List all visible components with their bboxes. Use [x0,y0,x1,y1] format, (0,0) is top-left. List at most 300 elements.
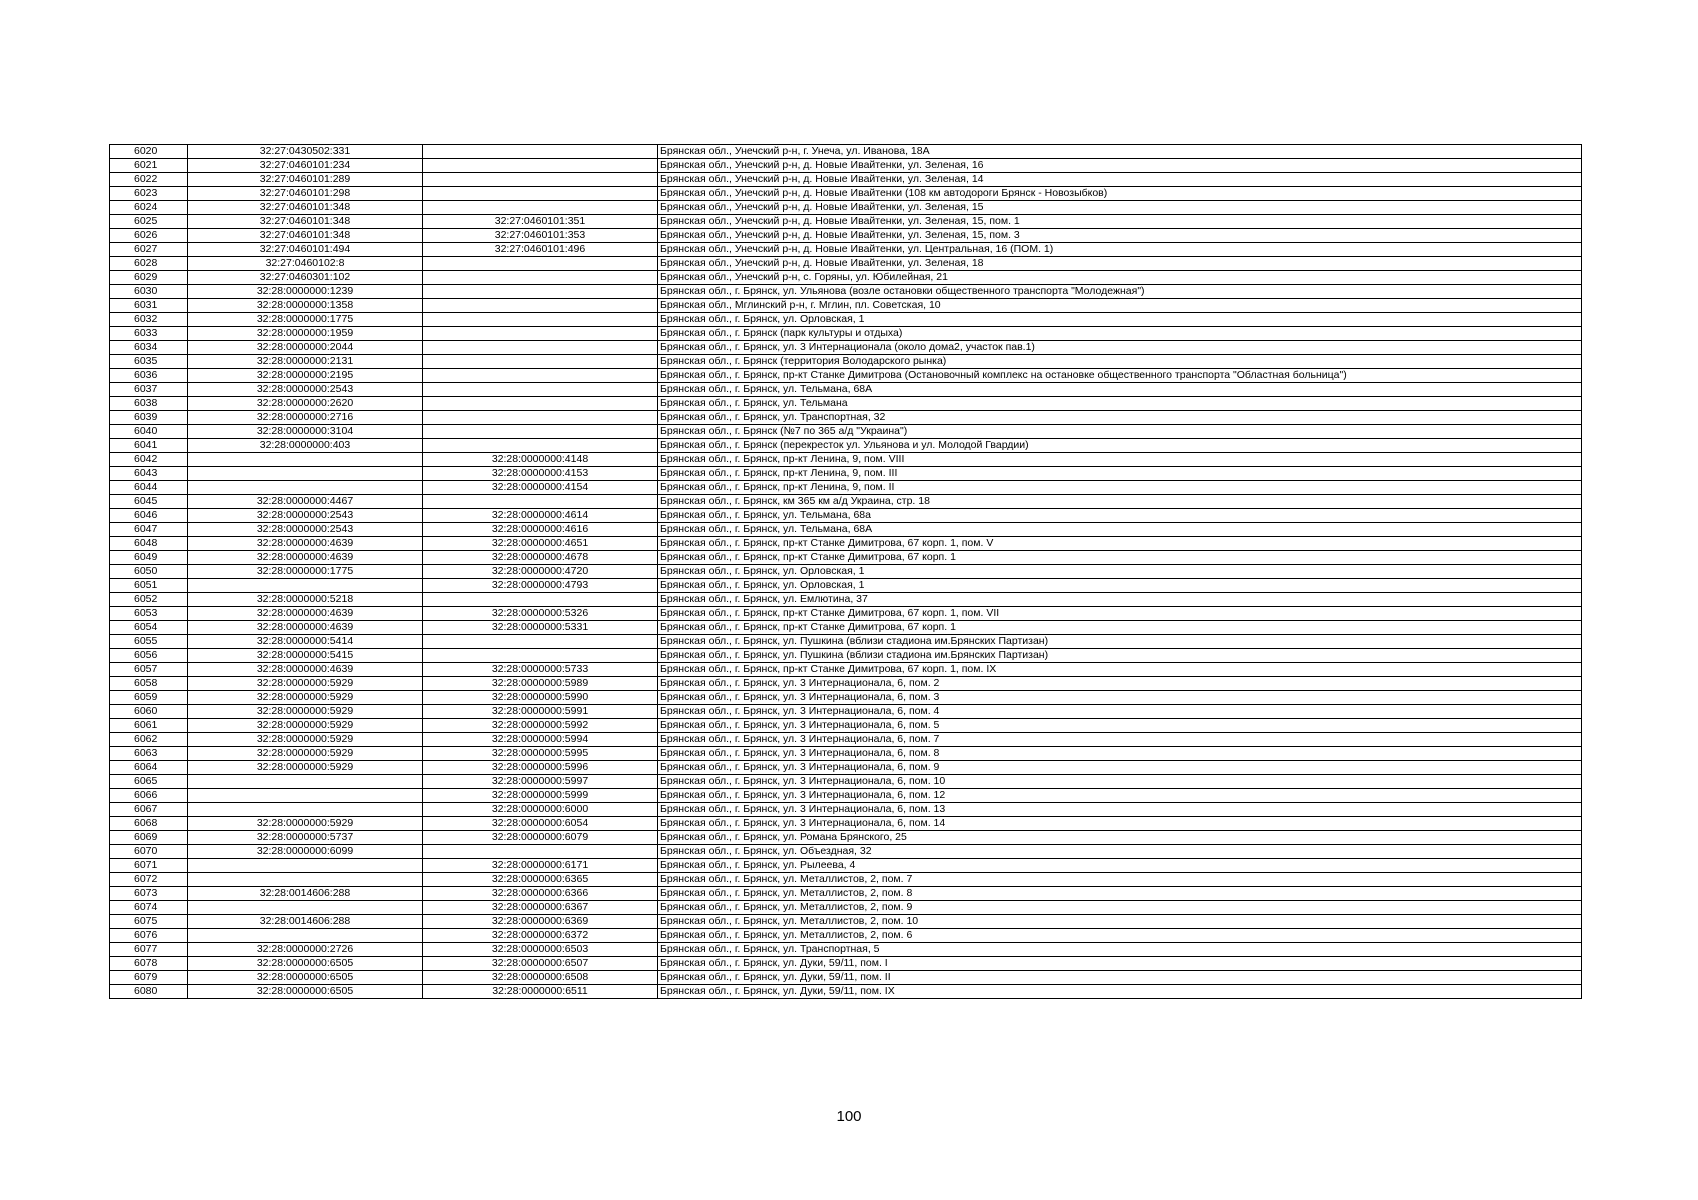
address-cell: Брянская обл., г. Брянск, ул. 3 Интернационала, 6, пом. 12 [658,789,1582,803]
address-cell: Брянская обл., г. Брянск, ул. Пушкина (вблизи стадиона им.Брянских Партизан) [658,649,1582,663]
address-cell: Брянская обл., г. Брянск, ул. Орловская, 1 [658,313,1582,327]
table-row [110,355,1582,369]
cadastral-number-cell: 32:28:0000000:2195 [188,369,423,383]
address-cell: Брянская обл., г. Брянск, ул. Транспортная, 5 [658,943,1582,957]
parent-cadastral-number-cell [423,145,658,159]
parent-cadastral-number-cell: 32:28:0000000:5992 [423,719,658,733]
table-row [110,397,1582,411]
parent-cadastral-number-cell [423,649,658,663]
row-number-cell: 6051 [110,579,188,593]
table-row [110,761,1582,775]
cadastral-number-cell: 32:28:0000000:5929 [188,677,423,691]
cadastral-number-cell: 32:28:0000000:5929 [188,705,423,719]
cadastral-number-cell: 32:27:0460102:8 [188,257,423,271]
cadastral-number-cell: 32:27:0460101:234 [188,159,423,173]
table-row [110,663,1582,677]
row-number-cell: 6031 [110,299,188,313]
cadastral-number-cell: 32:27:0460101:298 [188,187,423,201]
cadastral-number-cell: 32:28:0000000:2716 [188,411,423,425]
parent-cadastral-number-cell [423,285,658,299]
parent-cadastral-number-cell: 32:28:0000000:6508 [423,971,658,985]
cadastral-number-cell: 32:28:0000000:3104 [188,425,423,439]
table-row [110,299,1582,313]
parent-cadastral-number-cell [423,299,658,313]
parent-cadastral-number-cell: 32:28:0000000:6079 [423,831,658,845]
row-number-cell: 6022 [110,173,188,187]
cadastral-number-cell: 32:28:0000000:2620 [188,397,423,411]
cadastral-number-cell: 32:28:0014606:288 [188,887,423,901]
address-cell: Брянская обл., г. Брянск, пр-кт Ленина, 9, пом. III [658,467,1582,481]
cadastral-number-cell: 32:28:0000000:4639 [188,663,423,677]
row-number-cell: 6026 [110,229,188,243]
row-number-cell: 6023 [110,187,188,201]
row-number-cell: 6050 [110,565,188,579]
address-cell: Брянская обл., г. Брянск (территория Володарского рынка) [658,355,1582,369]
row-number-cell: 6041 [110,439,188,453]
table-row [110,551,1582,565]
parent-cadastral-number-cell [423,257,658,271]
row-number-cell: 6077 [110,943,188,957]
address-cell: Брянская обл., г. Брянск, ул. Тельмана [658,397,1582,411]
row-number-cell: 6074 [110,901,188,915]
cadastral-number-cell: 32:28:0000000:2543 [188,509,423,523]
row-number-cell: 6061 [110,719,188,733]
parent-cadastral-number-cell [423,187,658,201]
row-number-cell: 6067 [110,803,188,817]
cadastral-number-cell: 32:27:0460101:494 [188,243,423,257]
parent-cadastral-number-cell: 32:27:0460101:496 [423,243,658,257]
page-number: 100 [836,1108,862,1125]
table-row [110,327,1582,341]
cadastral-number-cell: 32:28:0000000:6505 [188,971,423,985]
registry-table [109,144,1582,999]
parent-cadastral-number-cell: 32:28:0000000:4616 [423,523,658,537]
table-row [110,565,1582,579]
row-number-cell: 6049 [110,551,188,565]
row-number-cell: 6071 [110,859,188,873]
table-row [110,173,1582,187]
table-row [110,929,1582,943]
cadastral-number-cell [188,775,423,789]
cadastral-number-cell [188,467,423,481]
table-row [110,201,1582,215]
row-number-cell: 6063 [110,747,188,761]
cadastral-number-cell: 32:27:0460301:102 [188,271,423,285]
table-row [110,887,1582,901]
table-row [110,943,1582,957]
parent-cadastral-number-cell: 32:28:0000000:4614 [423,509,658,523]
cadastral-number-cell: 32:28:0000000:1959 [188,327,423,341]
address-cell: Брянская обл., г. Брянск, ул. Тельмана, 68А [658,383,1582,397]
cadastral-number-cell [188,453,423,467]
address-cell: Брянская обл., г. Брянск, пр-кт Станке Димитрова, 67 корп. 1, пом. V [658,537,1582,551]
parent-cadastral-number-cell [423,439,658,453]
address-cell: Брянская обл., г. Брянск, ул. Металлистов, 2, пом. 6 [658,929,1582,943]
row-number-cell: 6025 [110,215,188,229]
parent-cadastral-number-cell: 32:28:0000000:6171 [423,859,658,873]
cadastral-number-cell: 32:28:0000000:5929 [188,817,423,831]
row-number-cell: 6072 [110,873,188,887]
row-number-cell: 6070 [110,845,188,859]
table-row [110,159,1582,173]
row-number-cell: 6021 [110,159,188,173]
parent-cadastral-number-cell: 32:28:0000000:6369 [423,915,658,929]
parent-cadastral-number-cell: 32:28:0000000:5733 [423,663,658,677]
parent-cadastral-number-cell [423,495,658,509]
cadastral-number-cell: 32:28:0000000:2726 [188,943,423,957]
cadastral-number-cell: 32:28:0000000:1775 [188,313,423,327]
row-number-cell: 6020 [110,145,188,159]
parent-cadastral-number-cell [423,201,658,215]
table-row [110,509,1582,523]
address-cell: Брянская обл., г. Брянск, ул. Транспортная, 32 [658,411,1582,425]
cadastral-number-cell: 32:28:0000000:5929 [188,761,423,775]
table-row [110,635,1582,649]
address-cell: Брянская обл., г. Брянск, ул. Орловская, 1 [658,565,1582,579]
row-number-cell: 6078 [110,957,188,971]
cadastral-number-cell [188,789,423,803]
table-row [110,607,1582,621]
parent-cadastral-number-cell [423,425,658,439]
parent-cadastral-number-cell: 32:28:0000000:6365 [423,873,658,887]
table-row [110,859,1582,873]
parent-cadastral-number-cell [423,271,658,285]
table-row [110,453,1582,467]
address-cell: Брянская обл., Унечский р-н, д. Новые Ивайтенки, ул. Зеленая, 16 [658,159,1582,173]
cadastral-number-cell: 32:27:0460101:348 [188,215,423,229]
row-number-cell: 6079 [110,971,188,985]
cadastral-number-cell: 32:28:0000000:4467 [188,495,423,509]
address-cell: Брянская обл., г. Брянск, ул. Тельмана, 68а [658,509,1582,523]
address-cell: Брянская обл., Унечский р-н, д. Новые Ивайтенки, ул. Зеленая, 14 [658,173,1582,187]
address-cell: Брянская обл., Унечский р-н, д. Новые Ивайтенки (108 км автодороги Брянск - Новозыбков) [658,187,1582,201]
parent-cadastral-number-cell: 32:28:0000000:5990 [423,691,658,705]
cadastral-number-cell [188,901,423,915]
address-cell: Брянская обл., г. Брянск, ул. Романа Брянского, 25 [658,831,1582,845]
address-cell: Брянская обл., г. Брянск, ул. 3 Интернационала, 6, пом. 7 [658,733,1582,747]
cadastral-number-cell: 32:28:0000000:2131 [188,355,423,369]
address-cell: Брянская обл., г. Брянск, пр-кт Станке Димитрова, 67 корп. 1, пом. VII [658,607,1582,621]
row-number-cell: 6037 [110,383,188,397]
parent-cadastral-number-cell: 32:28:0000000:5996 [423,761,658,775]
address-cell: Брянская обл., г. Брянск, ул. 3 Интернационала, 6, пом. 5 [658,719,1582,733]
address-cell: Брянская обл., г. Брянск, ул. Пушкина (вблизи стадиона им.Брянских Партизан) [658,635,1582,649]
parent-cadastral-number-cell: 32:27:0460101:351 [423,215,658,229]
row-number-cell: 6038 [110,397,188,411]
cadastral-number-cell: 32:28:0000000:1775 [188,565,423,579]
row-number-cell: 6047 [110,523,188,537]
table-row [110,705,1582,719]
parent-cadastral-number-cell: 32:28:0000000:6511 [423,985,658,999]
address-cell: Брянская обл., г. Брянск, пр-кт Станке Димитрова, 67 корп. 1 [658,621,1582,635]
row-number-cell: 6069 [110,831,188,845]
parent-cadastral-number-cell: 32:28:0000000:4153 [423,467,658,481]
address-cell: Брянская обл., г. Брянск, ул. Рылеева, 4 [658,859,1582,873]
parent-cadastral-number-cell [423,313,658,327]
table-row [110,649,1582,663]
table-row [110,845,1582,859]
row-number-cell: 6030 [110,285,188,299]
row-number-cell: 6056 [110,649,188,663]
table-row [110,369,1582,383]
row-number-cell: 6055 [110,635,188,649]
table-row [110,271,1582,285]
address-cell: Брянская обл., г. Брянск, пр-кт Станке Димитрова, 67 корп. 1, пом. IX [658,663,1582,677]
parent-cadastral-number-cell [423,355,658,369]
row-number-cell: 6073 [110,887,188,901]
parent-cadastral-number-cell [423,341,658,355]
table-row [110,537,1582,551]
address-cell: Брянская обл., Унечский р-н, д. Новые Ивайтенки, ул. Зеленая, 15 [658,201,1582,215]
cadastral-number-cell: 32:28:0000000:5415 [188,649,423,663]
table-row [110,691,1582,705]
table-row [110,229,1582,243]
table-row [110,873,1582,887]
cadastral-number-cell: 32:28:0000000:5929 [188,733,423,747]
cadastral-number-cell: 32:28:0000000:4639 [188,551,423,565]
table-row [110,733,1582,747]
address-cell: Брянская обл., г. Брянск, пр-кт Ленина, 9, пом. VIII [658,453,1582,467]
table-row [110,985,1582,999]
address-cell: Брянская обл., Мглинский р-н, г. Мглин, пл. Советская, 10 [658,299,1582,313]
address-cell: Брянская обл., Унечский р-н, д. Новые Ивайтенки, ул. Зеленая, 15, пом. 3 [658,229,1582,243]
cadastral-number-cell: 32:27:0430502:331 [188,145,423,159]
table-row [110,145,1582,159]
cadastral-number-cell [188,873,423,887]
cadastral-number-cell: 32:28:0000000:6505 [188,985,423,999]
table-row [110,257,1582,271]
parent-cadastral-number-cell [423,411,658,425]
table-row [110,313,1582,327]
table-row [110,831,1582,845]
row-number-cell: 6054 [110,621,188,635]
cadastral-number-cell: 32:28:0000000:5929 [188,747,423,761]
table-row [110,425,1582,439]
table-row [110,411,1582,425]
address-cell: Брянская обл., Унечский р-н, д. Новые Ивайтенки, ул. Центральная, 16 (ПОМ. 1) [658,243,1582,257]
table-row [110,747,1582,761]
parent-cadastral-number-cell: 32:28:0000000:5331 [423,621,658,635]
row-number-cell: 6060 [110,705,188,719]
cadastral-number-cell: 32:28:0014606:288 [188,915,423,929]
address-cell: Брянская обл., г. Брянск, ул. Объездная, 32 [658,845,1582,859]
parent-cadastral-number-cell: 32:28:0000000:5997 [423,775,658,789]
address-cell: Брянская обл., г. Брянск, пр-кт Станке Димитрова (Остановочный комплекс на остановке общественного транспорта "Областная больница") [658,369,1582,383]
parent-cadastral-number-cell [423,845,658,859]
address-cell: Брянская обл., г. Брянск, пр-кт Ленина, 9, пом. II [658,481,1582,495]
parent-cadastral-number-cell [423,383,658,397]
table-row [110,285,1582,299]
cadastral-number-cell: 32:28:0000000:4639 [188,621,423,635]
row-number-cell: 6040 [110,425,188,439]
table-row [110,621,1582,635]
row-number-cell: 6043 [110,467,188,481]
cadastral-number-cell: 32:28:0000000:6099 [188,845,423,859]
address-cell: Брянская обл., г. Брянск, ул. Орловская, 1 [658,579,1582,593]
address-cell: Брянская обл., г. Брянск, пр-кт Станке Димитрова, 67 корп. 1 [658,551,1582,565]
table-row [110,187,1582,201]
row-number-cell: 6048 [110,537,188,551]
parent-cadastral-number-cell: 32:28:0000000:4678 [423,551,658,565]
cadastral-number-cell: 32:28:0000000:403 [188,439,423,453]
table-row [110,523,1582,537]
address-cell: Брянская обл., Унечский р-н, с. Горяны, ул. Юбилейная, 21 [658,271,1582,285]
row-number-cell: 6076 [110,929,188,943]
cadastral-number-cell: 32:28:0000000:5929 [188,719,423,733]
table-row [110,243,1582,257]
address-cell: Брянская обл., г. Брянск (парк культуры и отдыха) [658,327,1582,341]
parent-cadastral-number-cell: 32:28:0000000:5999 [423,789,658,803]
address-cell: Брянская обл., г. Брянск, ул. Металлистов, 2, пом. 9 [658,901,1582,915]
row-number-cell: 6053 [110,607,188,621]
row-number-cell: 6057 [110,663,188,677]
table-row [110,495,1582,509]
parent-cadastral-number-cell [423,635,658,649]
row-number-cell: 6068 [110,817,188,831]
row-number-cell: 6027 [110,243,188,257]
table-row [110,817,1582,831]
parent-cadastral-number-cell: 32:28:0000000:5989 [423,677,658,691]
row-number-cell: 6035 [110,355,188,369]
address-cell: Брянская обл., г. Брянск, ул. 3 Интернационала, 6, пом. 10 [658,775,1582,789]
row-number-cell: 6039 [110,411,188,425]
address-cell: Брянская обл., Унечский р-н, д. Новые Ивайтенки, ул. Зеленая, 15, пом. 1 [658,215,1582,229]
parent-cadastral-number-cell [423,173,658,187]
cadastral-number-cell: 32:28:0000000:5737 [188,831,423,845]
parent-cadastral-number-cell: 32:28:0000000:5991 [423,705,658,719]
address-cell: Брянская обл., г. Брянск, ул. Ульянова (возле остановки общественного транспорта "Молодежная") [658,285,1582,299]
row-number-cell: 6080 [110,985,188,999]
parent-cadastral-number-cell: 32:28:0000000:4720 [423,565,658,579]
cadastral-number-cell: 32:27:0460101:289 [188,173,423,187]
address-cell: Брянская обл., г. Брянск, ул. Металлистов, 2, пом. 8 [658,887,1582,901]
address-cell: Брянская обл., г. Брянск, ул. Емлютина, 37 [658,593,1582,607]
table-row [110,719,1582,733]
row-number-cell: 6032 [110,313,188,327]
parent-cadastral-number-cell: 32:28:0000000:6366 [423,887,658,901]
cadastral-number-cell: 32:28:0000000:5414 [188,635,423,649]
table-row [110,957,1582,971]
address-cell: Брянская обл., г. Брянск (№7 по 365 а/д "Украина") [658,425,1582,439]
row-number-cell: 6042 [110,453,188,467]
parent-cadastral-number-cell [423,327,658,341]
cadastral-number-cell [188,929,423,943]
parent-cadastral-number-cell: 32:28:0000000:4154 [423,481,658,495]
table-row [110,677,1582,691]
cadastral-number-cell [188,481,423,495]
row-number-cell: 6024 [110,201,188,215]
parent-cadastral-number-cell: 32:28:0000000:6054 [423,817,658,831]
address-cell: Брянская обл., Унечский р-н, д. Новые Ивайтенки, ул. Зеленая, 18 [658,257,1582,271]
row-number-cell: 6064 [110,761,188,775]
address-cell: Брянская обл., г. Брянск, ул. 3 Интернационала, 6, пом. 4 [658,705,1582,719]
table-row [110,775,1582,789]
address-cell: Брянская обл., г. Брянск, ул. 3 Интернационала, 6, пом. 2 [658,677,1582,691]
cadastral-number-cell: 32:28:0000000:5929 [188,691,423,705]
parent-cadastral-number-cell: 32:28:0000000:4793 [423,579,658,593]
row-number-cell: 6033 [110,327,188,341]
cadastral-number-cell: 32:28:0000000:4639 [188,537,423,551]
cadastral-number-cell [188,803,423,817]
address-cell: Брянская обл., г. Брянск, ул. 3 Интернационала, 6, пом. 8 [658,747,1582,761]
address-cell: Брянская обл., г. Брянск, ул. 3 Интернационала, 6, пом. 13 [658,803,1582,817]
parent-cadastral-number-cell: 32:28:0000000:6372 [423,929,658,943]
row-number-cell: 6029 [110,271,188,285]
parent-cadastral-number-cell [423,369,658,383]
parent-cadastral-number-cell [423,159,658,173]
row-number-cell: 6059 [110,691,188,705]
table-row [110,341,1582,355]
cadastral-number-cell [188,859,423,873]
registry-table-body [110,145,1582,999]
parent-cadastral-number-cell: 32:28:0000000:4651 [423,537,658,551]
parent-cadastral-number-cell: 32:28:0000000:6507 [423,957,658,971]
row-number-cell: 6052 [110,593,188,607]
address-cell: Брянская обл., г. Брянск, ул. 3 Интернационала, 6, пом. 3 [658,691,1582,705]
row-number-cell: 6058 [110,677,188,691]
table-row [110,439,1582,453]
parent-cadastral-number-cell: 32:28:0000000:4148 [423,453,658,467]
table-row [110,803,1582,817]
cadastral-number-cell: 32:28:0000000:2044 [188,341,423,355]
cadastral-number-cell: 32:28:0000000:6505 [188,957,423,971]
table-row [110,481,1582,495]
row-number-cell: 6062 [110,733,188,747]
row-number-cell: 6046 [110,509,188,523]
address-cell: Брянская обл., г. Брянск, ул. Дуки, 59/11, пом. II [658,971,1582,985]
table-row [110,467,1582,481]
parent-cadastral-number-cell: 32:28:0000000:6503 [423,943,658,957]
table-row [110,971,1582,985]
parent-cadastral-number-cell: 32:28:0000000:5326 [423,607,658,621]
address-cell: Брянская обл., г. Брянск, км 365 км а/д Украина, стр. 18 [658,495,1582,509]
address-cell: Брянская обл., г. Брянск, ул. Дуки, 59/11, пом. I [658,957,1582,971]
cadastral-number-cell: 32:28:0000000:2543 [188,383,423,397]
parent-cadastral-number-cell: 32:28:0000000:5995 [423,747,658,761]
table-row [110,215,1582,229]
cadastral-number-cell [188,579,423,593]
table-row [110,789,1582,803]
row-number-cell: 6044 [110,481,188,495]
address-cell: Брянская обл., Унечский р-н, г. Унеча, ул. Иванова, 18А [658,145,1582,159]
parent-cadastral-number-cell [423,593,658,607]
cadastral-number-cell: 32:28:0000000:1239 [188,285,423,299]
row-number-cell: 6034 [110,341,188,355]
address-cell: Брянская обл., г. Брянск, ул. 3 Интернационала (около дома2, участок пав.1) [658,341,1582,355]
parent-cadastral-number-cell: 32:28:0000000:6000 [423,803,658,817]
row-number-cell: 6066 [110,789,188,803]
cadastral-number-cell: 32:28:0000000:2543 [188,523,423,537]
parent-cadastral-number-cell: 32:28:0000000:5994 [423,733,658,747]
address-cell: Брянская обл., г. Брянск (перекресток ул. Ульянова и ул. Молодой Гвардии) [658,439,1582,453]
row-number-cell: 6045 [110,495,188,509]
parent-cadastral-number-cell [423,397,658,411]
table-row [110,915,1582,929]
row-number-cell: 6075 [110,915,188,929]
table-row [110,901,1582,915]
address-cell: Брянская обл., г. Брянск, ул. Дуки, 59/11, пом. IX [658,985,1582,999]
table-row [110,579,1582,593]
parent-cadastral-number-cell: 32:27:0460101:353 [423,229,658,243]
address-cell: Брянская обл., г. Брянск, ул. Металлистов, 2, пом. 10 [658,915,1582,929]
cadastral-number-cell: 32:28:0000000:5218 [188,593,423,607]
cadastral-number-cell: 32:27:0460101:348 [188,229,423,243]
address-cell: Брянская обл., г. Брянск, ул. Металлистов, 2, пом. 7 [658,873,1582,887]
cadastral-number-cell: 32:28:0000000:4639 [188,607,423,621]
address-cell: Брянская обл., г. Брянск, ул. 3 Интернационала, 6, пом. 9 [658,761,1582,775]
row-number-cell: 6065 [110,775,188,789]
row-number-cell: 6028 [110,257,188,271]
